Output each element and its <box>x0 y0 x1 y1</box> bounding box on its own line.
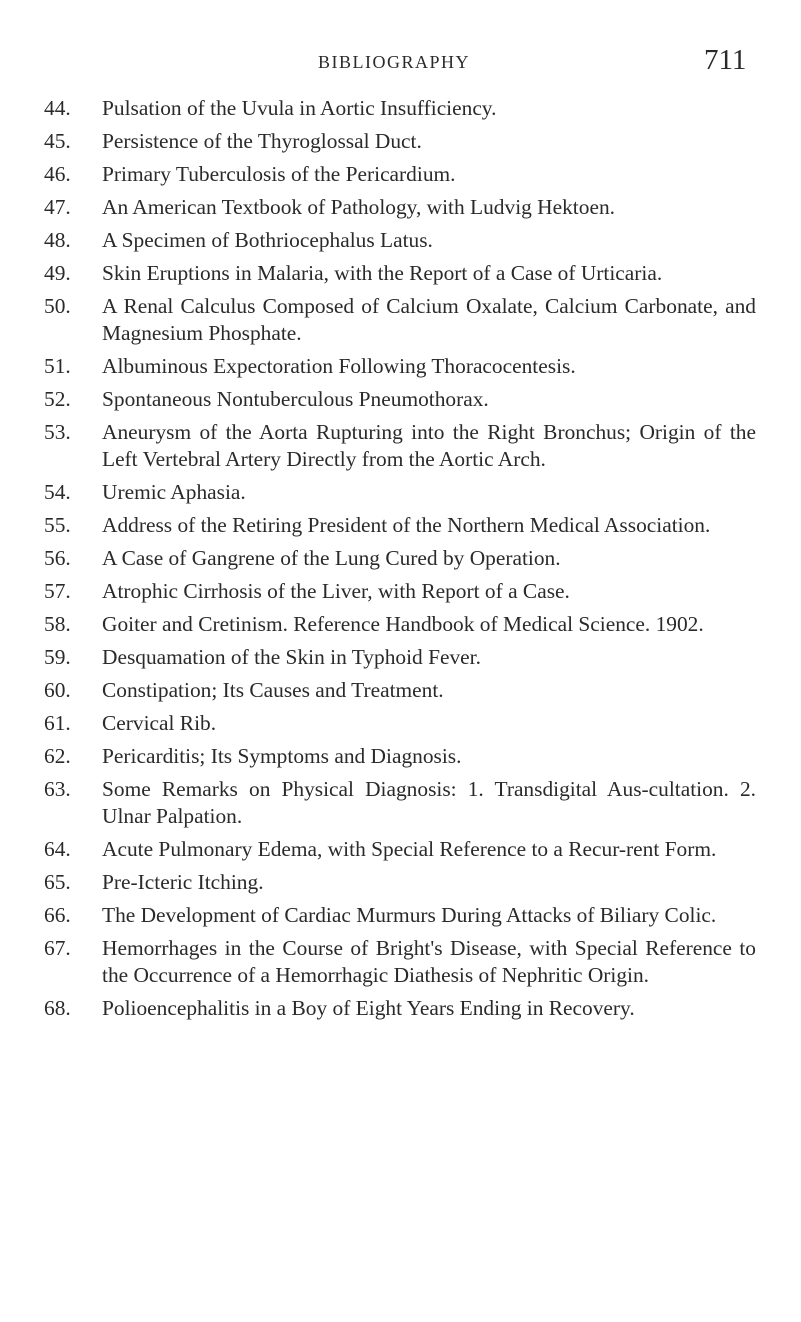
entry-title: A Renal Calculus Composed of Calcium Oxalate, Calcium Carbonate, and Magnesium Phosphate. <box>102 294 756 345</box>
entry-title: Pericarditis; Its Symptoms and Diagnosis. <box>102 744 462 768</box>
entry-title: Spontaneous Nontuberculous Pneumothorax. <box>102 387 489 411</box>
running-head <box>0 44 801 84</box>
entry-number: 67. <box>44 936 71 960</box>
bibliography-entry <box>44 128 756 155</box>
entry-title: Skin Eruptions in Malaria, with the Report of a Case of Urticaria. <box>102 261 663 285</box>
entry-number: 51. <box>44 354 71 378</box>
entry-number: 45. <box>44 129 71 153</box>
bibliography-entry <box>44 836 756 863</box>
entry-number: 58. <box>44 612 71 636</box>
bibliography-entry <box>44 869 756 896</box>
entry-number: 64. <box>44 837 71 861</box>
bibliography-entry <box>44 710 756 737</box>
entry-title: Primary Tuberculosis of the Pericardium. <box>102 162 456 186</box>
entry-number: 62. <box>44 744 71 768</box>
entry-number: 53. <box>44 420 71 444</box>
entry-title: Goiter and Cretinism. Reference Handbook of Medical Science. 1902. <box>102 612 704 636</box>
entry-title: Pulsation of the Uvula in Aortic Insufficiency. <box>102 96 497 120</box>
page-number: 711 <box>704 44 747 76</box>
bibliography-entry <box>44 419 756 473</box>
entry-title: Constipation; Its Causes and Treatment. <box>102 678 444 702</box>
entry-number: 54. <box>44 480 71 504</box>
bibliography-entry <box>44 578 756 605</box>
entry-number: 52. <box>44 387 71 411</box>
running-title: BIBLIOGRAPHY <box>318 52 471 72</box>
entry-number: 60. <box>44 678 71 702</box>
bibliography-entry <box>44 227 756 254</box>
entry-title: Acute Pulmonary Edema, with Special Reference to a Recur-rent Form. <box>102 837 717 861</box>
entry-number: 46. <box>44 162 71 186</box>
entry-title: Cervical Rib. <box>102 711 217 735</box>
entry-title: Some Remarks on Physical Diagnosis: 1. Transdigital Aus-cultation. 2. Ulnar Palpation. <box>102 777 756 828</box>
entry-title: Albuminous Expectoration Following Thoracocentesis. <box>102 354 576 378</box>
entry-number: 59. <box>44 645 71 669</box>
entry-number: 57. <box>44 579 71 603</box>
entry-title: Atrophic Cirrhosis of the Liver, with Report of a Case. <box>102 579 570 603</box>
entry-title: Hemorrhages in the Course of Bright's Disease, with Special Reference to the Occurrence of a Hemorrhagic Diathesis of Nephritic Origin. <box>102 936 756 987</box>
bibliography-list <box>44 95 756 1028</box>
entry-number: 68. <box>44 996 71 1020</box>
entry-number: 48. <box>44 228 71 252</box>
bibliography-entry <box>44 194 756 221</box>
bibliography-entry <box>44 95 756 122</box>
entry-title: Aneurysm of the Aorta Rupturing into the Right Bronchus; Origin of the Left Vertebral Artery Directly from the Aortic Arch. <box>102 420 756 471</box>
entry-title: A Specimen of Bothriocephalus Latus. <box>102 228 433 252</box>
bibliography-entry <box>44 776 756 830</box>
bibliography-entry <box>44 644 756 671</box>
bibliography-entry <box>44 743 756 770</box>
entry-title: Persistence of the Thyroglossal Duct. <box>102 129 422 153</box>
bibliography-entry <box>44 935 756 989</box>
entry-number: 49. <box>44 261 71 285</box>
entry-title: A Case of Gangrene of the Lung Cured by Operation. <box>102 546 561 570</box>
bibliography-entry <box>44 545 756 572</box>
entry-number: 63. <box>44 777 71 801</box>
entry-title: An American Textbook of Pathology, with Ludvig Hektoen. <box>102 195 615 219</box>
bibliography-entry <box>44 386 756 413</box>
entry-number: 65. <box>44 870 71 894</box>
bibliography-entry <box>44 260 756 287</box>
entry-number: 47. <box>44 195 71 219</box>
entry-number: 55. <box>44 513 71 537</box>
entry-title: Address of the Retiring President of the Northern Medical Association. <box>102 513 711 537</box>
entry-title: The Development of Cardiac Murmurs During Attacks of Biliary Colic. <box>102 903 717 927</box>
bibliography-entry <box>44 293 756 347</box>
bibliography-entry <box>44 479 756 506</box>
bibliography-entry <box>44 902 756 929</box>
bibliography-entry <box>44 677 756 704</box>
entry-title: Uremic Aphasia. <box>102 480 246 504</box>
entry-number: 50. <box>44 294 71 318</box>
entry-title: Polioencephalitis in a Boy of Eight Years Ending in Recovery. <box>102 996 635 1020</box>
bibliography-entry <box>44 161 756 188</box>
entry-title: Pre-Icteric Itching. <box>102 870 264 894</box>
entry-number: 66. <box>44 903 71 927</box>
bibliography-entry <box>44 611 756 638</box>
entry-number: 56. <box>44 546 71 570</box>
entry-number: 44. <box>44 96 71 120</box>
bibliography-entry <box>44 995 756 1022</box>
entry-title: Desquamation of the Skin in Typhoid Fever. <box>102 645 481 669</box>
entry-number: 61. <box>44 711 71 735</box>
bibliography-entry <box>44 353 756 380</box>
bibliography-entry <box>44 512 756 539</box>
